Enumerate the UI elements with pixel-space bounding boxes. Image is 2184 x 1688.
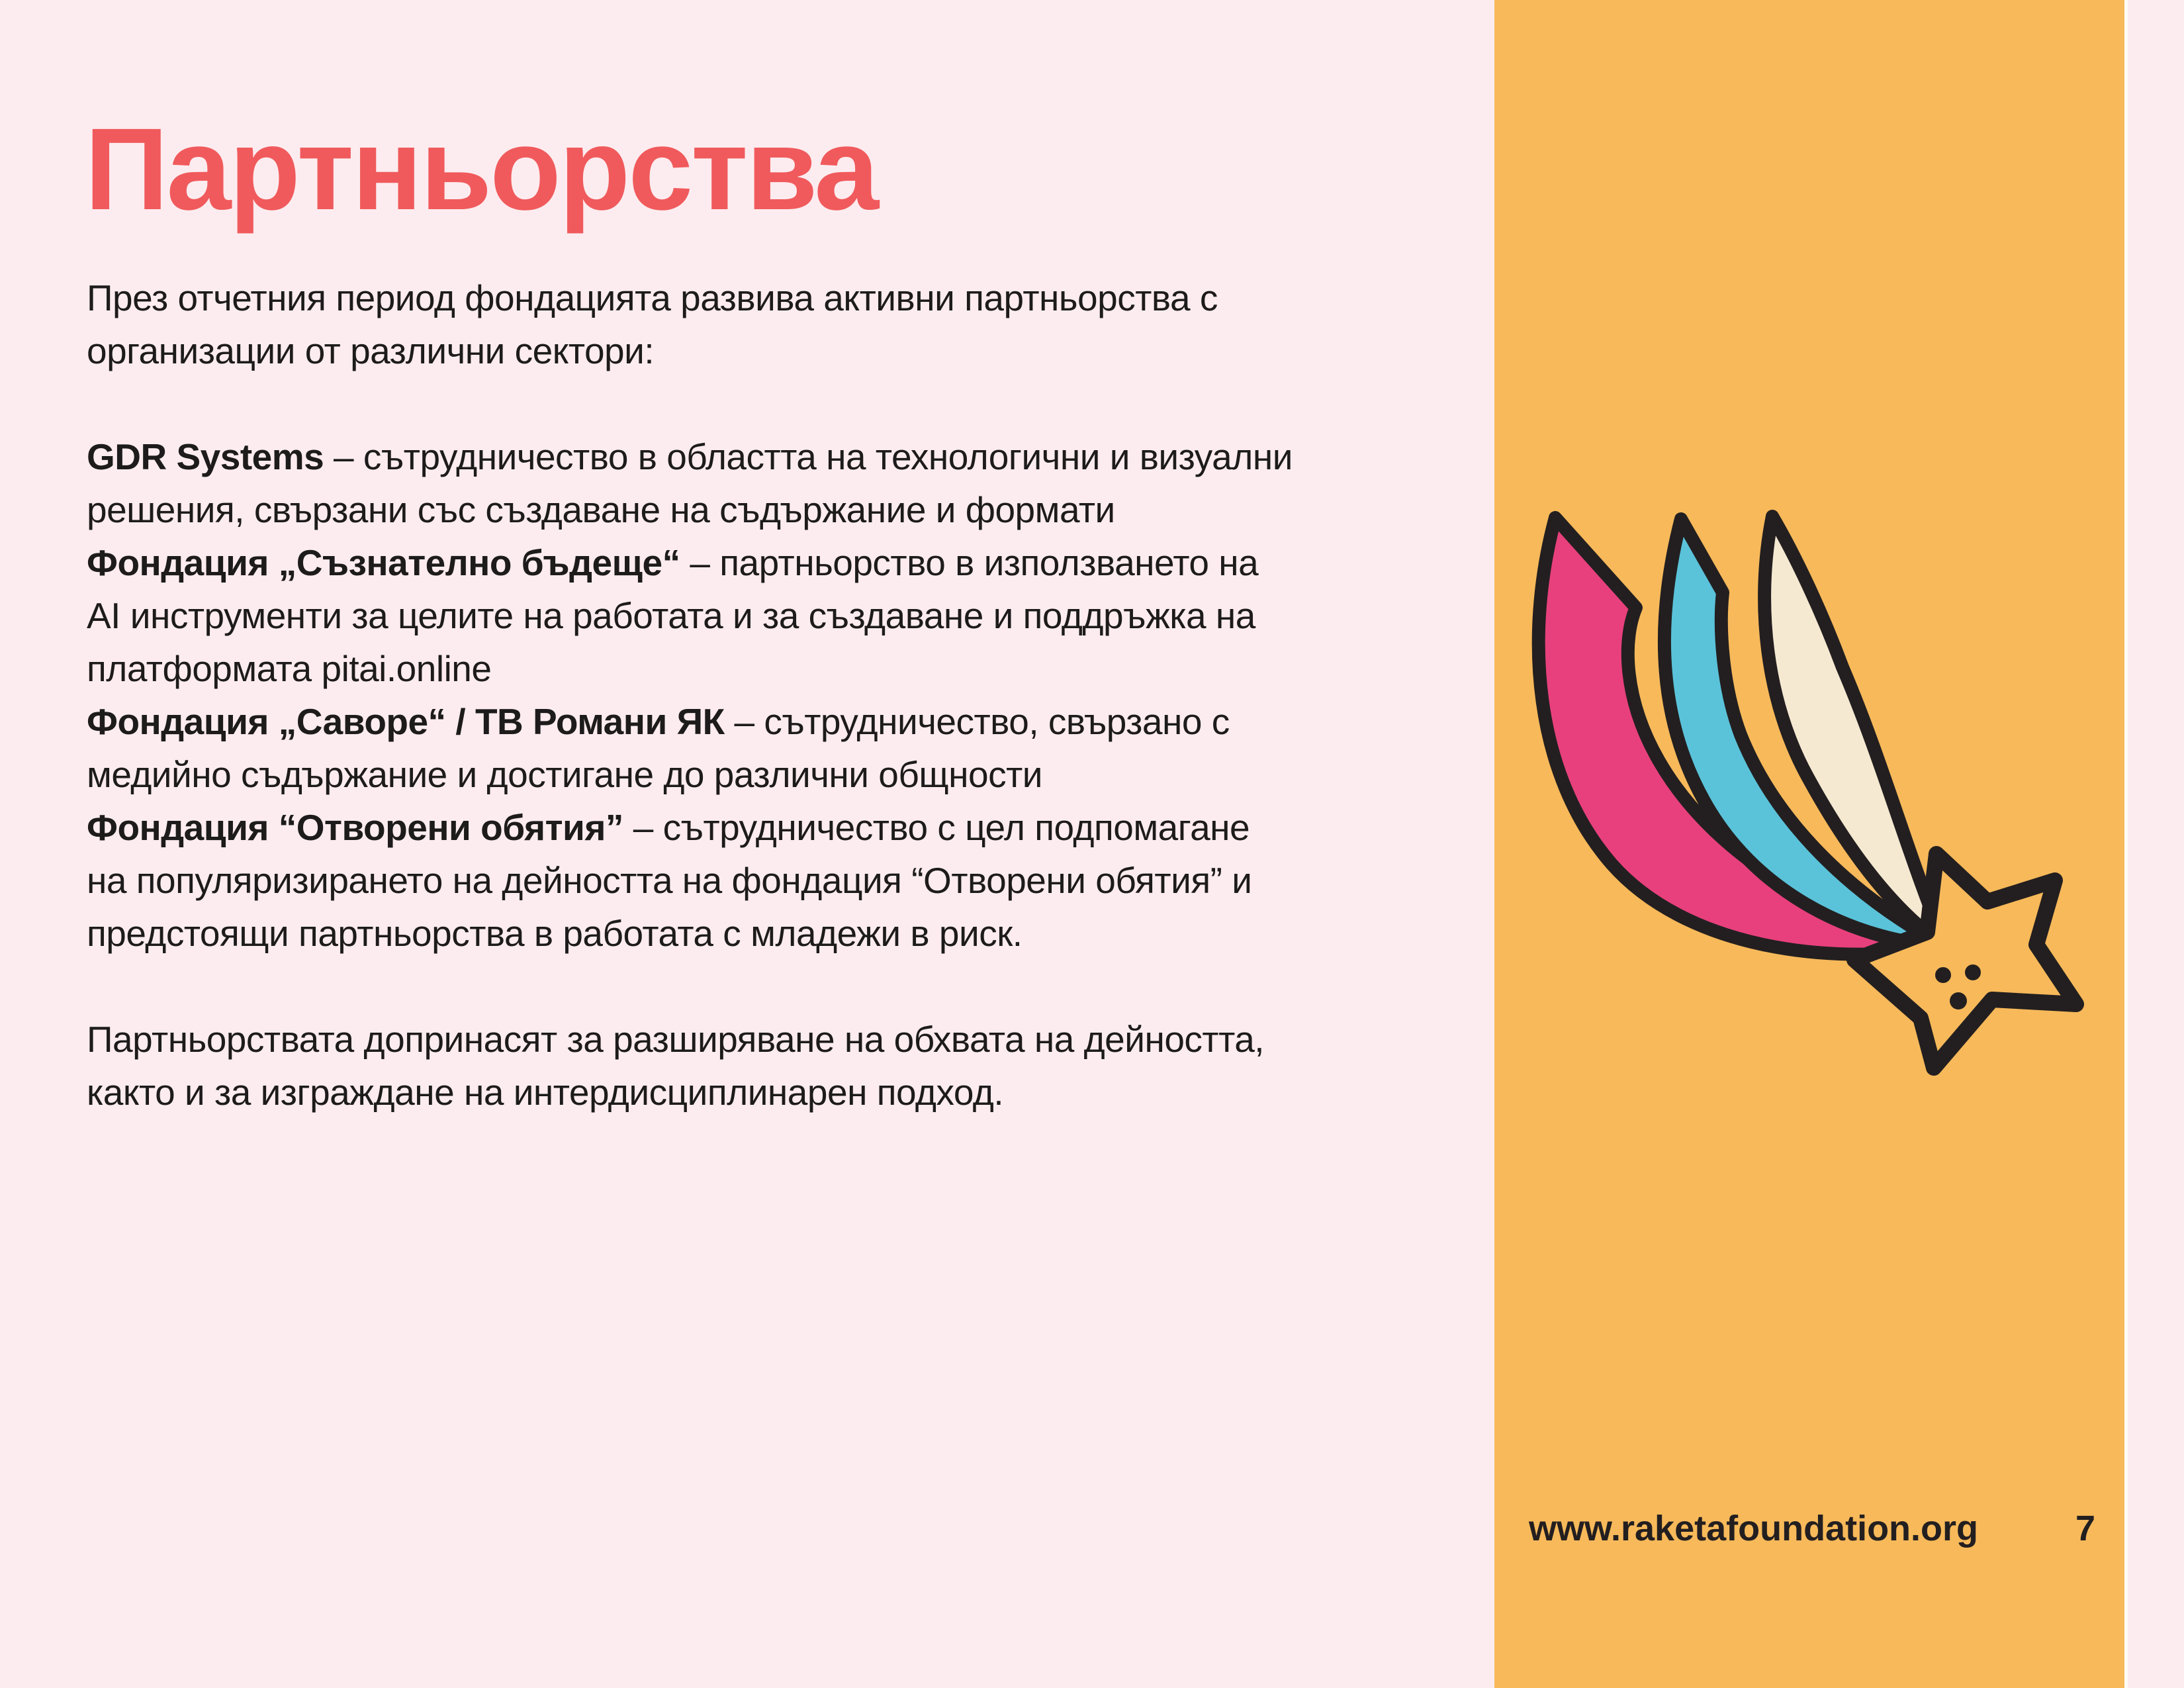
website-url: www.raketafoundation.org <box>1529 1509 1979 1548</box>
body-paragraph <box>87 430 1410 960</box>
panel-footer <box>1529 1509 2095 1548</box>
body-paragraph <box>87 271 1410 377</box>
text-line: на популяризирането на дейността на фондация “Отворени обятия” и <box>87 860 1252 901</box>
text-line: През отчетния период фондацията развива активни партньорства с <box>87 277 1218 318</box>
text-line: организации от различни сектори: <box>87 330 655 371</box>
body-paragraph <box>87 1013 1410 1119</box>
page-title: Партньорства <box>85 105 878 234</box>
page-number: 7 <box>2075 1509 2095 1548</box>
text-line: предстоящи партньорства в работата с младежи в риск. <box>87 913 1023 954</box>
text-line: AI инструменти за целите на работата и за създаване и поддръжка на <box>87 595 1255 636</box>
text-line: медийно съдържание и достигане до различни общности <box>87 754 1043 795</box>
text-line: GDR Systems – сътрудничество в областта на технологични и визуални <box>87 436 1293 477</box>
text-line: Фондация “Отворени обятия” – сътрудничество с цел подпомагане <box>87 807 1250 848</box>
text-line: както и за изграждане на интердисциплинарен подход. <box>87 1072 1004 1113</box>
shooting-star-illustration <box>1522 496 2105 1092</box>
text-line: Фондация „Съзнателно бъдеще“ – партньорство в използването на <box>87 542 1259 583</box>
text-line: Фондация „Саворе“ / ТВ Романи ЯК – сътрудничество, свързано с <box>87 701 1230 742</box>
star-mouth-dot <box>1950 992 1967 1009</box>
star-eye-right <box>1965 964 1981 980</box>
text-line: решения, свързани със създаване на съдържание и формати <box>87 489 1115 530</box>
text-line: Партньорствата допринасят за разширяване на обхвата на дейността, <box>87 1019 1265 1060</box>
star-eye-left <box>1935 967 1951 983</box>
body-text <box>87 271 1410 1119</box>
text-line: платформата pitai.online <box>87 648 492 689</box>
side-panel <box>1494 0 2128 1688</box>
